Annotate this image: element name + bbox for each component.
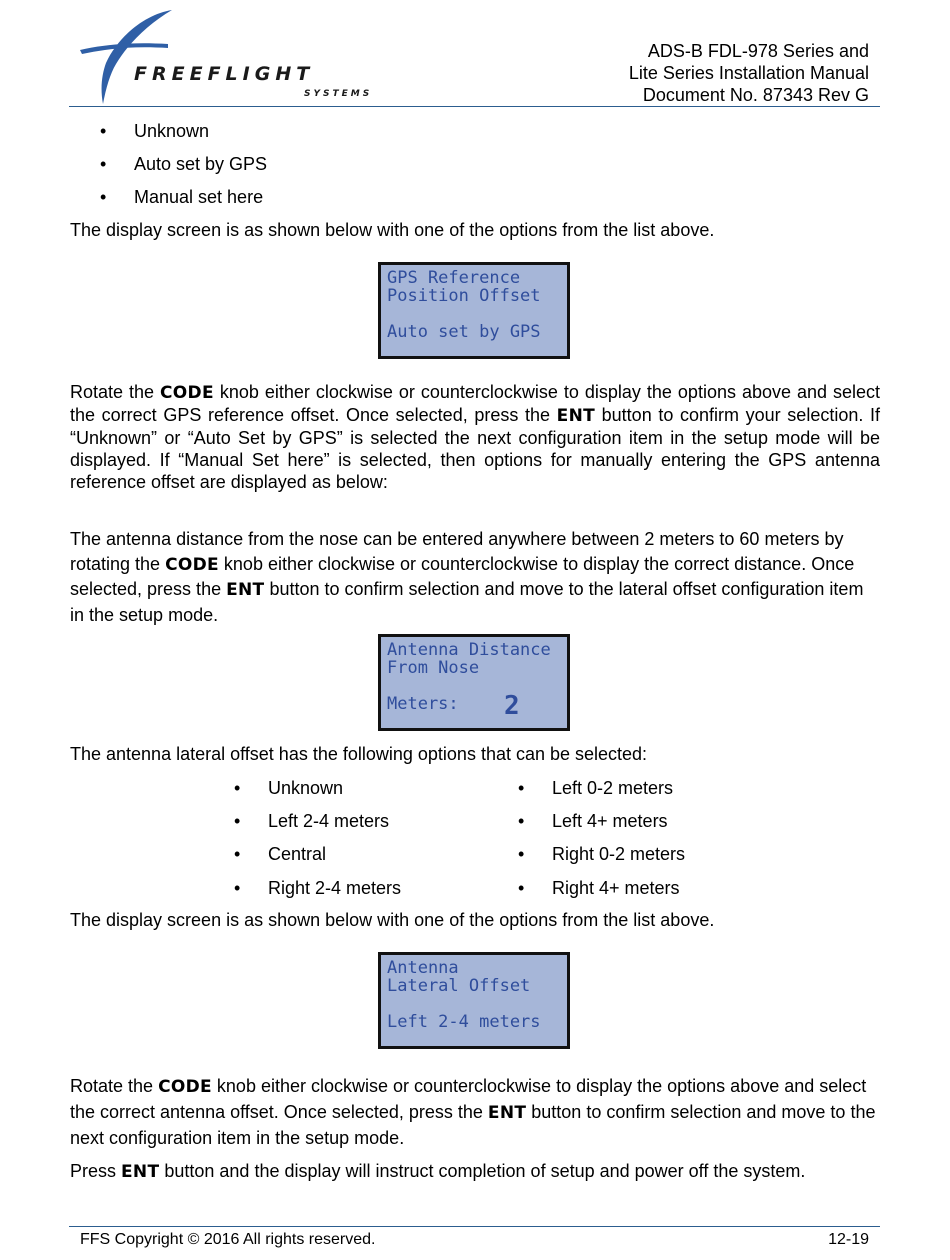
- text: Rotate the: [70, 1076, 159, 1096]
- freeflight-logo: [76, 8, 376, 108]
- bullet-icon: •: [518, 811, 525, 831]
- ent-keyword: ENT: [226, 580, 265, 600]
- footer-copyright: FFS Copyright © 2016 All rights reserved.: [80, 1231, 376, 1248]
- code-keyword: CODE: [165, 554, 219, 575]
- lcd-line: Position Offset: [387, 286, 541, 306]
- ent-keyword: ENT: [121, 1162, 160, 1182]
- text: knob either clockwise or counterclockwise to display the options above and select the correct GPS reference offset. Once selected, press the: [70, 382, 881, 425]
- lcd-line: Meters:: [387, 694, 459, 714]
- list-item-text: Right 4+ meters: [552, 878, 680, 898]
- bullet-icon: •: [100, 187, 107, 207]
- ent-keyword: ENT: [487, 1103, 527, 1123]
- text: button to confirm selection and move to the next configuration item in the setup mode.: [70, 1102, 876, 1148]
- list-item-text: Right 2-4 meters: [268, 878, 402, 898]
- list-item-text: Left 2-4 meters: [268, 811, 390, 831]
- bullet-icon: •: [100, 121, 107, 141]
- code-keyword: CODE: [158, 1077, 212, 1097]
- paragraph-lateral-options: The antenna lateral offset has the following options that can be selected:: [70, 744, 648, 764]
- list-item-text: Right 0-2 meters: [552, 844, 686, 864]
- list-item-text: Left 0-2 meters: [552, 778, 674, 798]
- code-keyword: CODE: [160, 383, 214, 403]
- logo-sub-text: SYSTEMS: [304, 89, 373, 99]
- paragraph-display-intro-2: The display screen is as shown below with one of the options from the list above.: [70, 910, 715, 930]
- logo-main-text: FREEFLIGHT: [134, 63, 315, 85]
- ent-keyword: ENT: [556, 406, 596, 426]
- list-item-text: Auto set by GPS: [134, 154, 268, 174]
- footer-rule: [69, 1226, 880, 1227]
- text: The antenna distance from the nose can be entered anywhere between 2 meters to 60 meters by rotating the: [70, 529, 844, 574]
- paragraph-antenna-offset: [70, 1074, 880, 1151]
- footer-page-number: 12-19: [828, 1231, 869, 1248]
- text: knob either clockwise or counterclockwise to display the correct distance. Once selected, press the: [70, 553, 855, 599]
- lcd-line: GPS Reference: [387, 268, 521, 288]
- bullet-icon: •: [100, 154, 107, 174]
- text: knob either clockwise or counterclockwise to display the options above and select the correct antenna offset. Once selected, press the: [70, 1076, 867, 1122]
- text: Press: [70, 1161, 122, 1181]
- lcd-gps-reference: [378, 262, 570, 359]
- paragraph-gps-offset: [70, 381, 880, 493]
- list-item-text: Left 4+ meters: [552, 811, 668, 831]
- paragraph-antenna-distance: [70, 527, 880, 627]
- paragraph-completion: [70, 1160, 880, 1183]
- list-item-text: Unknown: [268, 778, 344, 798]
- lcd-line: Auto set by GPS: [387, 322, 541, 342]
- lcd-line: Left 2-4 meters: [387, 1012, 541, 1032]
- header-rule: [69, 106, 880, 107]
- bullet-icon: •: [518, 844, 525, 864]
- header-document-number: Document No. 87343 Rev G: [642, 85, 869, 105]
- list-item-text: Unknown: [134, 121, 210, 141]
- bullet-icon: •: [234, 844, 241, 864]
- list-item-text: Central: [268, 844, 327, 864]
- lcd-line: Lateral Offset: [387, 976, 531, 996]
- text: button to confirm your selection. If “Unknown” or “Auto Set by GPS” is selected the next configuration item in the setup mode will be displayed. If “Manual Set here” is selected, then options for manually entering the GPS antenna reference offset are displayed as below:: [70, 405, 880, 492]
- bullet-icon: •: [234, 778, 241, 798]
- document-header: [629, 40, 869, 106]
- bullet-icon: •: [518, 778, 525, 798]
- logo-graphic: [76, 8, 376, 108]
- lcd-line: Antenna Distance: [387, 640, 551, 660]
- lcd-meters-value: 2: [504, 691, 520, 721]
- header-title-line2: Lite Series Installation Manual: [628, 63, 869, 83]
- header-title-line1: ADS-B FDL-978 Series and: [647, 41, 869, 61]
- paragraph-display-intro: The display screen is as shown below with one of the options from the list above.: [70, 220, 715, 240]
- bullet-icon: •: [234, 811, 241, 831]
- text: Rotate the: [70, 382, 161, 402]
- text: button and the display will instruct completion of setup and power off the system.: [159, 1161, 806, 1181]
- list-item-text: Manual set here: [134, 187, 264, 207]
- lcd-antenna-distance: [378, 634, 570, 731]
- lcd-lateral-offset: [378, 952, 570, 1049]
- lcd-line: Antenna: [387, 958, 459, 978]
- bullet-icon: •: [518, 878, 525, 898]
- bullet-icon: •: [234, 878, 241, 898]
- text: button to confirm selection and move to the lateral offset configuration item in the setup mode.: [70, 579, 864, 625]
- lcd-line: From Nose: [387, 658, 480, 678]
